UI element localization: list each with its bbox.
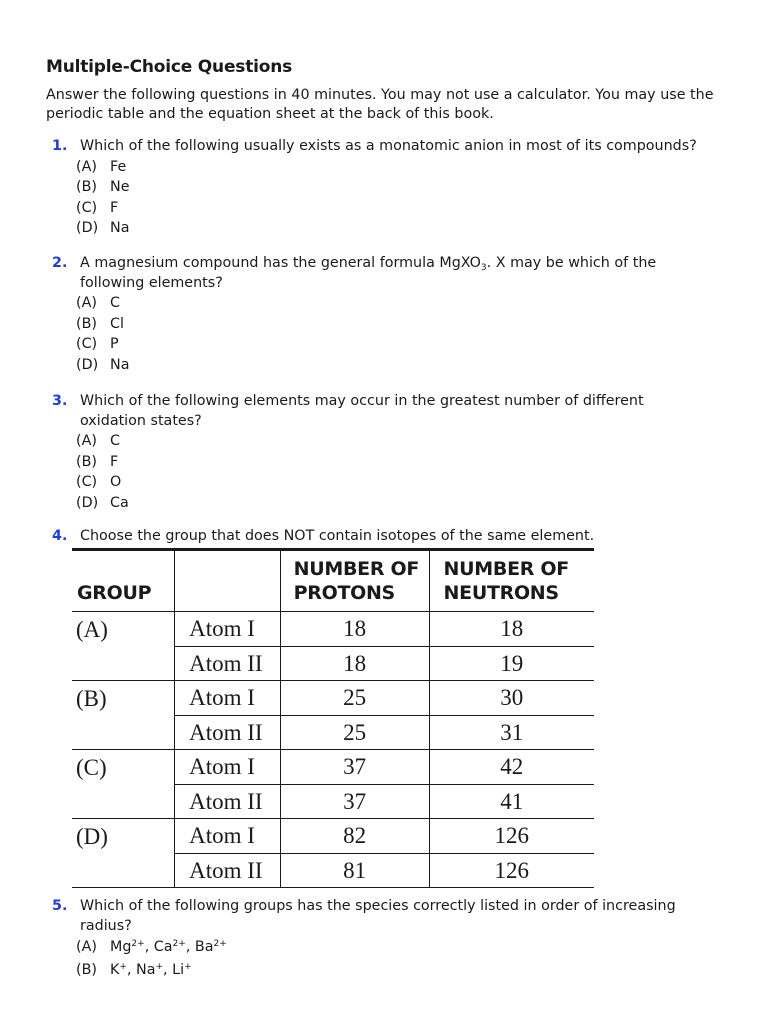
cell-neutrons: 41: [429, 784, 594, 819]
cell-atom: Atom II: [175, 715, 281, 750]
option-a: (A) $Mg^{2+}$, $Ca^{2+}$, $Ba^{2+}$: [76, 939, 227, 955]
question-stem: Which of the following usually exists as a monatomic anion in most of its compounds?: [80, 138, 697, 154]
table-row: [72, 784, 594, 819]
question-number: 3.: [52, 393, 68, 409]
question-1: [52, 137, 732, 239]
cell-protons: 37: [280, 784, 429, 819]
table-row: [72, 646, 594, 681]
option-a: (A) Fe: [76, 158, 127, 175]
option-c: (C) F: [76, 199, 119, 216]
question-5: [52, 897, 732, 982]
question-stem-continued: radius?: [80, 917, 132, 934]
header-group: GROUP: [77, 582, 152, 604]
header-atom: [175, 551, 281, 612]
table-row: [72, 612, 594, 647]
question-stem-continued: following elements?: [80, 274, 223, 291]
cell-protons: 18: [280, 646, 429, 681]
cell-group: [72, 784, 175, 819]
cell-atom: Atom I: [175, 612, 281, 647]
question-stem: Which of the following elements may occur in the greatest number of different: [80, 393, 644, 409]
question-number: 2.: [52, 255, 68, 271]
table-row: [72, 819, 594, 854]
option-b: (B) F: [76, 453, 119, 470]
header-protons: NUMBER OF PROTONS: [280, 551, 429, 612]
question-2: [52, 254, 732, 375]
cell-neutrons: 18: [429, 612, 594, 647]
cell-protons: 81: [280, 853, 429, 888]
isotope-table: [72, 548, 594, 888]
options-list: [52, 157, 732, 239]
table-row: [72, 715, 594, 750]
table-row: [72, 853, 594, 888]
table-row: [72, 681, 594, 716]
cell-atom: Atom I: [175, 750, 281, 785]
cell-neutrons: 126: [429, 853, 594, 888]
option-b: (B) Cl: [76, 315, 124, 332]
cell-group: (C): [72, 750, 175, 785]
option-c: (C) P: [76, 336, 119, 352]
cell-group: (D): [72, 819, 175, 854]
cell-atom: Atom II: [175, 646, 281, 681]
cell-atom: Atom I: [175, 681, 281, 716]
option-d: (D) Na: [76, 356, 130, 373]
page-title: Multiple-Choice Questions: [46, 57, 293, 77]
table-header-row: [72, 551, 594, 612]
cell-protons: 25: [280, 715, 429, 750]
cell-atom: Atom II: [175, 853, 281, 888]
option-b: (B) Ne: [76, 179, 130, 195]
cell-neutrons: 126: [429, 819, 594, 854]
question-number: 4.: [52, 528, 68, 544]
cell-group: [72, 715, 175, 750]
question-number: 1.: [52, 138, 68, 154]
cell-group: (B): [72, 681, 175, 716]
cell-protons: 82: [280, 819, 429, 854]
table-row: [72, 750, 594, 785]
question-stem: A magnesium compound has the general formula MgXO$_3$. X may be which of the: [80, 255, 657, 273]
option-c: (C) O: [76, 474, 122, 490]
option-a: (A) C: [76, 433, 120, 449]
isotope-data-table: [72, 551, 594, 888]
option-d: (D) Na: [76, 220, 130, 236]
options-list: [52, 431, 732, 513]
cell-atom: Atom II: [175, 784, 281, 819]
cell-group: [72, 646, 175, 681]
question-stem-continued: oxidation states?: [80, 412, 202, 429]
option-b: (B) K+, Na+, Li+: [76, 962, 192, 978]
option-a: (A) C: [76, 295, 120, 311]
cell-protons: 18: [280, 612, 429, 647]
question-stem: Which of the following groups has the species correctly listed in order of increasing: [80, 898, 676, 914]
cell-neutrons: 42: [429, 750, 594, 785]
question-4: [52, 527, 732, 547]
cell-protons: 37: [280, 750, 429, 785]
instructions: Answer the following questions in 40 minutes. You may not use a calculator. You may use the periodic table and the equation sheet at the back of this book.: [46, 87, 714, 122]
options-list: [52, 293, 732, 375]
question-3: [52, 392, 732, 513]
options-list: [52, 936, 732, 982]
question-number: 5.: [52, 898, 68, 914]
cell-group: (A): [72, 612, 175, 647]
cell-protons: 25: [280, 681, 429, 716]
cell-neutrons: 30: [429, 681, 594, 716]
cell-atom: Atom I: [175, 819, 281, 854]
header-neutrons: NUMBER OF NEUTRONS: [429, 551, 594, 612]
cell-neutrons: 19: [429, 646, 594, 681]
cell-neutrons: 31: [429, 715, 594, 750]
question-stem: Choose the group that does NOT contain isotopes of the same element.: [80, 528, 595, 544]
option-d: (D) Ca: [76, 494, 129, 511]
cell-group: [72, 853, 175, 888]
